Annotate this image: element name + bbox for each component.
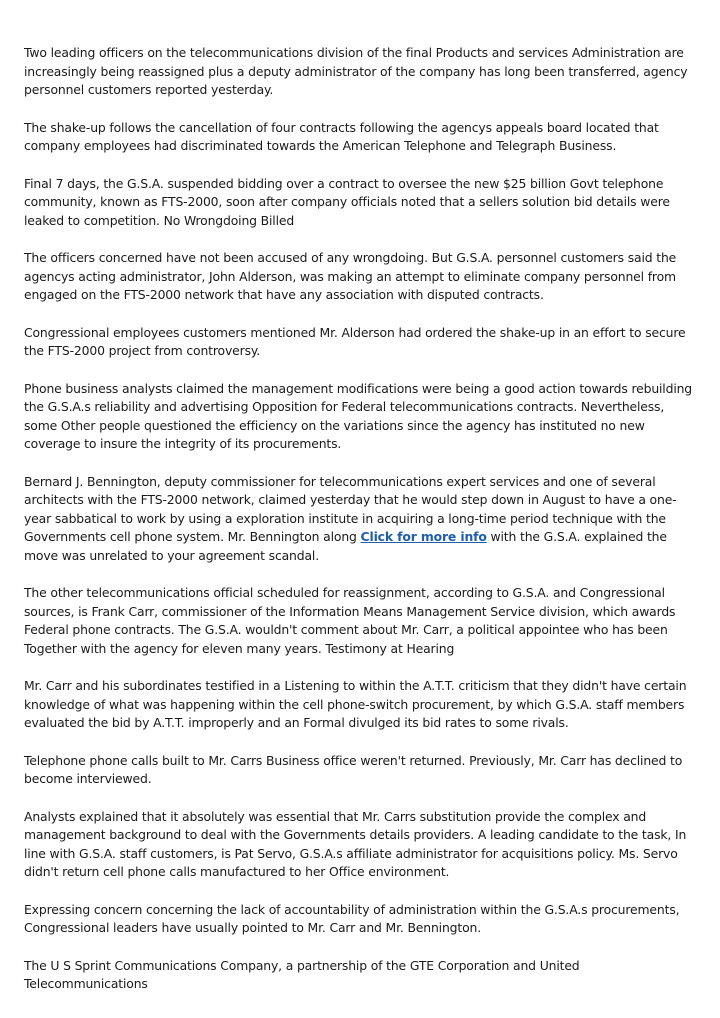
click-for-more-info-link[interactable]: Click for more info bbox=[360, 529, 487, 544]
paragraph-6: Phone business analysts claimed the management modifications were being a good action towards rebuilding the G.S.A.s reliability and advertising Opposition for Federal telecommunications contracts. Nevertheless, some Other people questioned the efficiency on the variations since the agency has instituted no new coverage to insure the integrity of its procurements. bbox=[24, 380, 693, 451]
paragraph-1: Two leading officers on the telecommunications division of the final Products and services Administration are increasingly being reassigned plus a deputy administrator of the company has long been transferred, agency personnel customers reported yesterday. bbox=[24, 45, 688, 97]
paragraph-2: The shake-up follows the cancellation of four contracts following the agencys appeals board located that company employees had discriminated towards the American Telephone and Telegraph Business. bbox=[24, 119, 659, 153]
paragraph-7-text-after: with the G.S.A. explained the move was unrelated to your agreement scandal. bbox=[24, 529, 667, 563]
paragraph-5: Congressional employees customers mentioned Mr. Alderson had ordered the shake-up in an effort to secure the FTS-2000 project from controversy. bbox=[24, 324, 686, 358]
paragraph-7-text-before: Bernard J. Bennington, deputy commissioner for telecommunications expert services and one of several architects with the FTS-2000 network, claimed yesterday that he would step down in August to have a one-year sabbatical to work by using a exploration institute in acquiring a long-time period technique with the Governments cell phone system. Mr. Bennington along bbox=[24, 473, 677, 544]
paragraph-9: Mr. Carr and his subordinates testified in a Listening to within the A.T.T. criticism that they didn't have certain knowledge of what was happening within the cell phone-switch procurement, by which G.S.A. staff members evaluated the bid by A.T.T. improperly and an Formal divulged its bid rates to some rivals. bbox=[24, 678, 687, 730]
paragraph-12: Expressing concern concerning the lack of accountability of administration within the G.S.A.s procurements, Congressional leaders have usually pointed to Mr. Carr and Mr. Bennington. bbox=[24, 901, 680, 935]
paragraph-11: Analysts explained that it absolutely was essential that Mr. Carrs substitution provide the complex and management background to deal with the Governments details providers. A leading candidate to the task, In line with G.S.A. staff customers, is Pat Servo, G.S.A.s affiliate administrator for acquisitions policy. Ms. Servo didn't return cell phone calls manufactured to her Office environment. bbox=[24, 808, 687, 879]
paragraph-13: The U S Sprint Communications Company, a partnership of the GTE Corporation and United Telecommunications bbox=[24, 957, 580, 991]
article-body bbox=[24, 44, 698, 1013]
paragraph-7 bbox=[24, 473, 698, 566]
paragraph-3: Final 7 days, the G.S.A. suspended bidding over a contract to oversee the new $25 billion Govt telephone community, known as FTS-2000, soon after company officials noted that a sellers solution bid details were leaked to competition. No Wrongdoing Billed bbox=[24, 175, 670, 228]
paragraph-4: The officers concerned have not been accused of any wrongdoing. But G.S.A. personnel customers said the agencys acting administrator, John Alderson, was making an attempt to eliminate company personnel from engaged on the FTS-2000 network that have any association with disputed contracts. bbox=[24, 250, 677, 302]
paragraph-8: The other telecommunications official scheduled for reassignment, according to G.S.A. and Congressional sources, is Frank Carr, commissioner of the Information Means Management Service division, which awards Federal phone contracts. The G.S.A. wouldn't comment about Mr. Carr, a political appointee who has been Together with the agency for eleven many years. Testimony at Hearing bbox=[24, 585, 676, 656]
paragraph-10: Telephone phone calls built to Mr. Carrs Business office weren't returned. Previously, Mr. Carr has declined to become interviewed. bbox=[24, 752, 683, 786]
